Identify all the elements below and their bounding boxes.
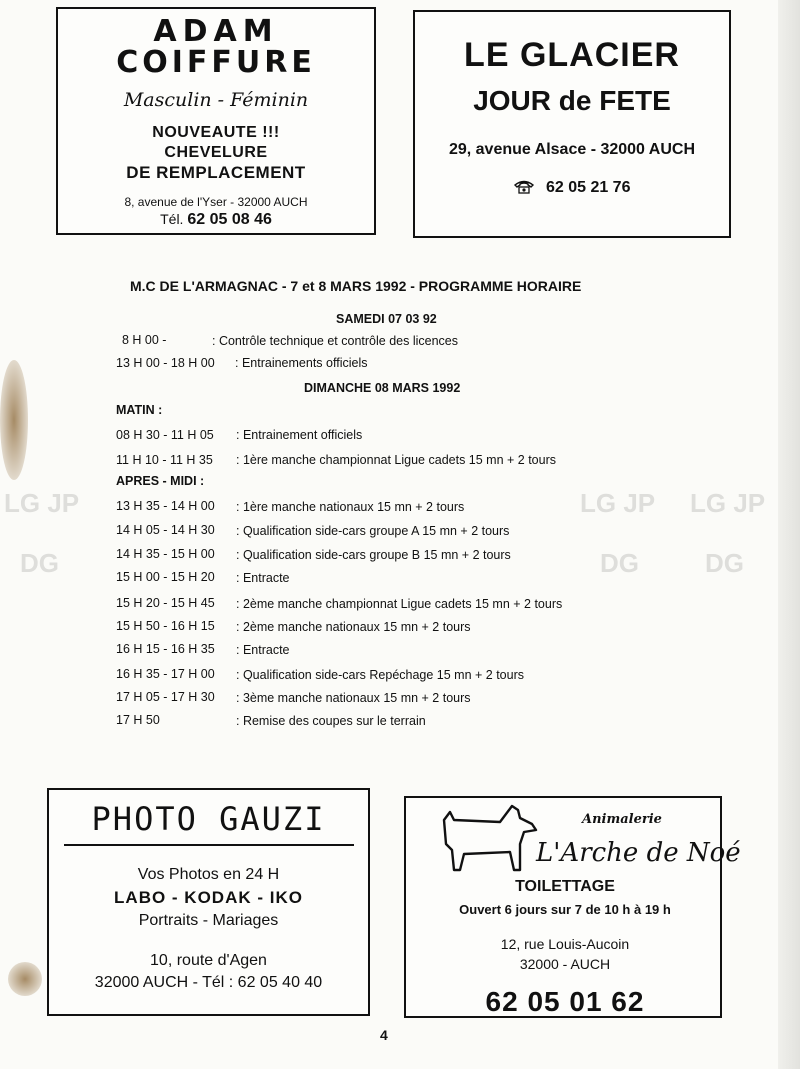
programme-title: M.C DE L'ARMAGNAC - 7 et 8 MARS 1992 - PROGRAMME HORAIRE: [130, 278, 582, 294]
schedule-time: 16 H 35 - 17 H 00: [116, 667, 215, 681]
apres-midi-label: APRES - MIDI :: [116, 474, 205, 488]
page-number: 4: [380, 1027, 388, 1043]
photo-line-3: Portraits - Mariages: [138, 912, 279, 929]
arche-address-1: 12, rue Louis-Aucoin: [500, 936, 630, 952]
schedule-time: 08 H 30 - 11 H 05: [116, 428, 214, 442]
arche-line-1: TOILETTAGE: [515, 878, 615, 895]
schedule-desc: : 1ère manche championnat Ligue cadets 15 mn + 2 tours: [236, 453, 556, 467]
schedule-desc: : Entracte: [236, 643, 290, 657]
adam-line-2: CHEVELURE: [164, 144, 268, 161]
schedule-time: 15 H 20 - 15 H 45: [116, 596, 215, 610]
scottie-dog-icon: [440, 800, 540, 875]
adam-phone-number: 62 05 08 46: [187, 211, 272, 228]
schedule-time: 16 H 15 - 16 H 35: [116, 642, 215, 656]
photo-line-1: Vos Photos en 24 H: [137, 866, 280, 883]
matin-label: MATIN :: [116, 403, 163, 417]
schedule-time: 13 H 00 - 18 H 00: [116, 356, 215, 370]
glacier-address: 29, avenue Alsace - 32000 AUCH: [448, 141, 696, 158]
photo-address-2: 32000 AUCH - Tél : 62 05 40 40: [94, 974, 323, 991]
watermark-text: LG JP: [580, 488, 656, 518]
arche-small-label: Animalerie: [582, 812, 662, 827]
schedule-time: 14 H 05 - 14 H 30: [116, 523, 215, 537]
glacier-subtitle: JOUR de FETE: [473, 85, 671, 116]
schedule-time: 17 H 50: [116, 713, 160, 727]
schedule-time: 15 H 00 - 15 H 20: [116, 570, 215, 584]
schedule-desc: : 2ème manche nationaux 15 mn + 2 tours: [236, 620, 471, 634]
adam-phone-label: Tél.: [160, 211, 184, 227]
paper-stain: [8, 962, 42, 996]
day-1-heading: SAMEDI 07 03 92: [336, 312, 437, 326]
photo-address-1: 10, route d'Agen: [150, 952, 267, 969]
schedule-desc: : 2ème manche championnat Ligue cadets 15 mn + 2 tours: [236, 597, 563, 611]
schedule-time: 8 H 00 -: [122, 333, 167, 347]
schedule-desc: : 1ère manche nationaux 15 mn + 2 tours: [236, 500, 465, 514]
watermark-text: DG: [20, 548, 59, 578]
coiffure-logo: COIFFURE: [116, 45, 316, 80]
paper-stain: [0, 360, 28, 480]
schedule-time: 14 H 35 - 15 H 00: [116, 547, 215, 561]
arche-name: L'Arche de Noé: [536, 838, 741, 868]
arche-address-2: 32000 - AUCH: [519, 956, 611, 972]
schedule-desc: : 3ème manche nationaux 15 mn + 2 tours: [236, 691, 471, 705]
day-2-heading: DIMANCHE 08 MARS 1992: [304, 381, 461, 395]
watermark-text: DG: [705, 548, 744, 578]
schedule-time: 15 H 50 - 16 H 15: [116, 619, 215, 633]
adam-logo: ADAM: [153, 14, 279, 49]
adam-tagline: Masculin - Féminin: [123, 89, 309, 111]
schedule-desc: : Remise des coupes sur le terrain: [236, 714, 426, 728]
photo-title: PHOTO GAUZI: [91, 800, 326, 838]
watermark-text: DG: [600, 548, 639, 578]
schedule-time: 11 H 10 - 11 H 35: [116, 453, 213, 467]
page-fold-shadow: [778, 0, 800, 1069]
watermark-text: LG JP: [690, 488, 766, 518]
glacier-phone-number: 62 05 21 76: [545, 179, 631, 196]
schedule-time: 17 H 05 - 17 H 30: [116, 690, 215, 704]
schedule-desc: : Entracte: [236, 571, 290, 585]
schedule-desc: : Contrôle technique et contrôle des licences: [212, 334, 458, 348]
adam-line-3: DE REMPLACEMENT: [126, 163, 306, 182]
schedule-desc: : Entrainements officiels: [235, 356, 368, 370]
glacier-title: LE GLACIER: [464, 36, 680, 74]
adam-line-1: NOUVEAUTE !!!: [152, 124, 280, 141]
adam-address: 8, avenue de l'Yser - 32000 AUCH: [124, 195, 308, 209]
arche-phone: 62 05 01 62: [485, 986, 645, 1017]
photo-gauzi-ad: [47, 788, 370, 1016]
schedule-desc: : Qualification side-cars groupe A 15 mn + 2 tours: [236, 524, 510, 538]
schedule-desc: : Qualification side-cars groupe B 15 mn + 2 tours: [236, 548, 511, 562]
photo-line-2: LABO - KODAK - IKO: [114, 888, 303, 907]
schedule-desc: : Entrainement officiels: [236, 428, 363, 442]
watermark-text: LG JP: [4, 488, 80, 518]
arche-line-2: Ouvert 6 jours sur 7 de 10 h à 19 h: [459, 902, 671, 917]
schedule-desc: : Qualification side-cars Repéchage 15 mn + 2 tours: [236, 668, 525, 682]
divider: [64, 844, 354, 846]
schedule-time: 13 H 35 - 14 H 00: [116, 499, 215, 513]
